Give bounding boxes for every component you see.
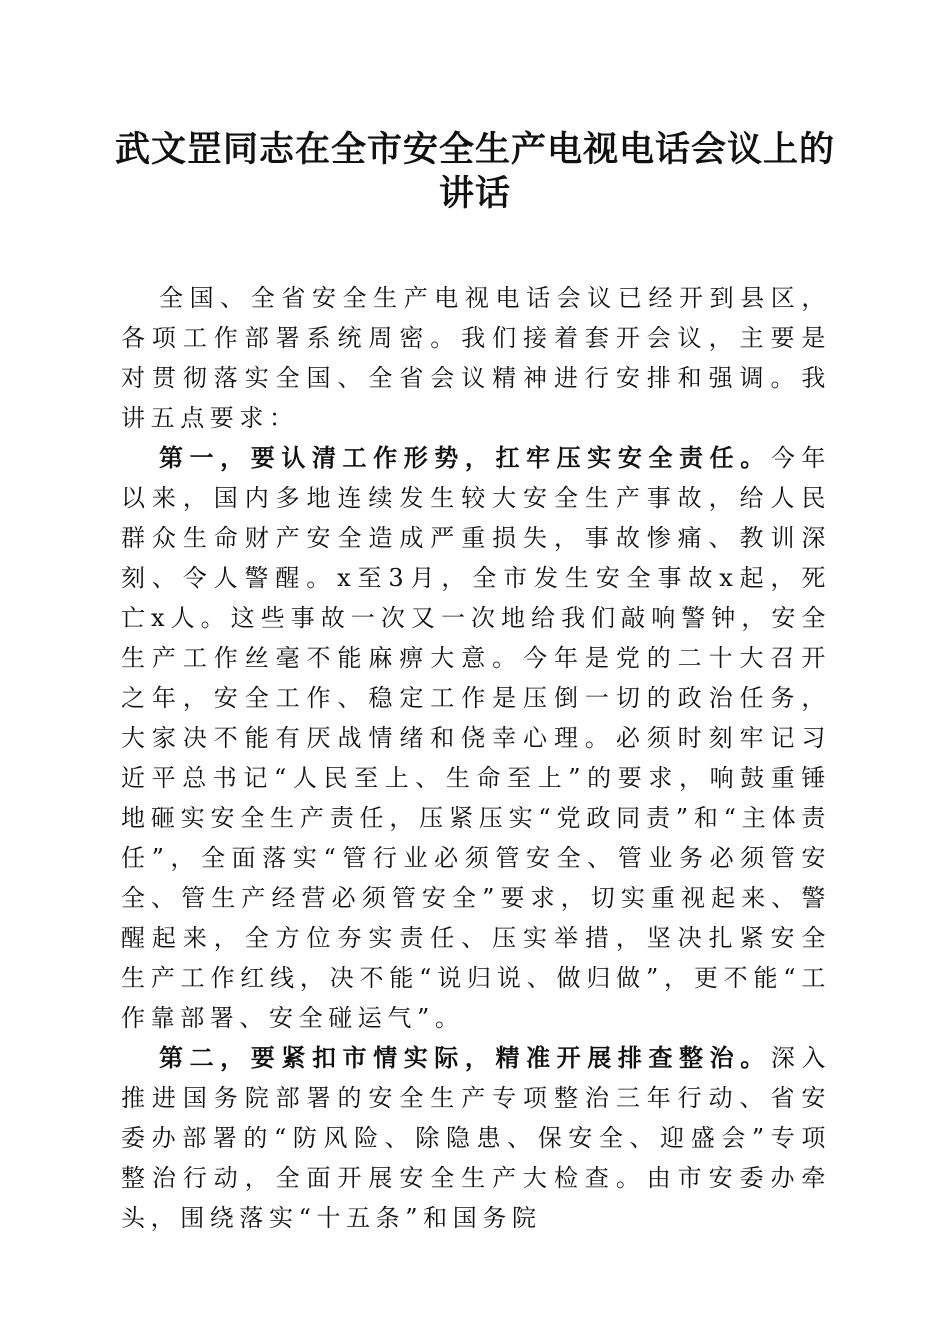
paragraph-point-2 <box>121 1038 831 1238</box>
title-line-1: 武文罡同志在全市安全生产电视电话会议上的 <box>114 129 835 170</box>
paragraph-point-2-text: 深入推进国务院部署的安全生产专项整治三年行动、省安委办部署的“防风险、除隐患、保安全、迎盛会”专项整治行动，全面开展安全生产大检查。由市安委办牵头，围绕落实“十五条”和国务院 <box>121 1044 832 1232</box>
paragraph-point-2-heading: 第二，要紧扣市情实际，精准开展排查整治。 <box>159 1043 771 1072</box>
paragraph-intro <box>121 278 831 438</box>
paragraph-intro-text: 全国、全省安全生产电视电话会议已经开到县区，各项工作部署系统周密。我们接着套开会议，主要是对贯彻落实全国、全省会议精神进行安排和强调。我讲五点要求： <box>121 284 831 432</box>
document-body <box>121 278 831 1238</box>
paragraph-point-1-heading: 第一，要认清工作形势，扛牢压实安全责任。 <box>159 443 771 472</box>
paragraph-point-1 <box>121 438 831 1038</box>
title-line-2: 讲话 <box>438 173 511 214</box>
document-title <box>100 128 850 216</box>
paragraph-point-1-text: 今年以来，国内多地连续发生较大安全生产事故，给人民群众生命财产安全造成严重损失，事故惨痛、教训深刻、令人警醒。x至3月，全市发生安全事故x起，死亡x人。这些事故一次又一次地给我们敲响警钟，安全生产工作丝毫不能麻痹大意。今年是党的二十大召开之年，安全工作、稳定工作是压倒一切的政治任务，大家决不能有厌战情绪和侥幸心理。必须时刻牢记习近平总书记“人民至上、生命至上”的要求，响鼓重锤地砸实安全生产责任，压紧压实“党政同责”和“主体责任”，全面落实“管行业必须管安全、管业务必须管安全、管生产经营必须管安全”要求，切实重视起来、警醒起来，全方位夯实责任、压实举措，坚决扎紧安全生产工作红线，决不能“说归说、做归做”，更不能“工作靠部署、安全碰运气”。 <box>121 444 832 1032</box>
